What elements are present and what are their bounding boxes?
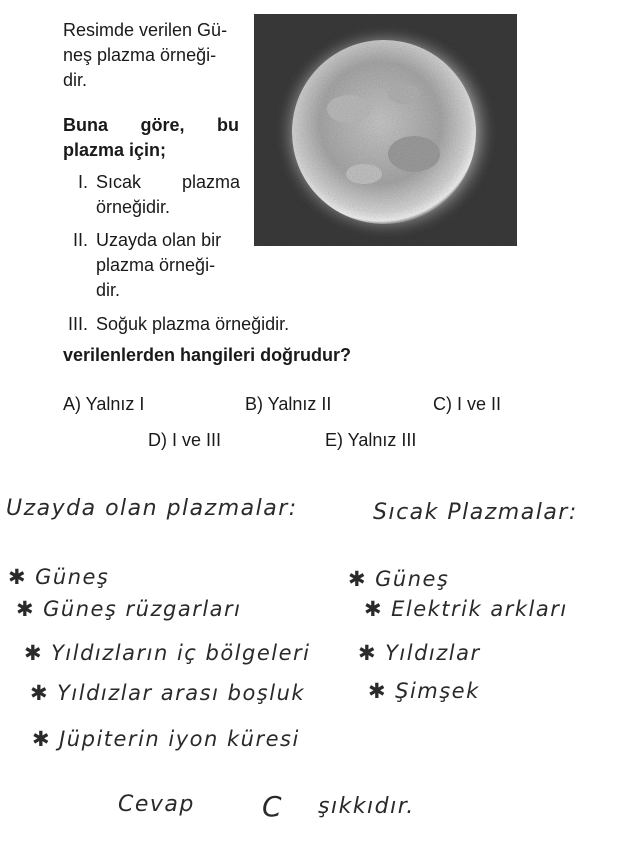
answer-letter: C	[262, 790, 284, 823]
sun-image	[254, 14, 517, 246]
statement-1-line-2: örneğidir.	[96, 197, 171, 217]
star-icon: ✱	[348, 567, 368, 591]
question-ask: verilenlerden hangileri doğrudur?	[63, 345, 352, 365]
star-icon: ✱	[358, 641, 378, 665]
left-item-1-text: Güneş	[35, 565, 110, 589]
statement-3-number: III.	[67, 314, 88, 334]
answer-label: Cevap	[118, 792, 195, 817]
prompt-line-1: Buna göre, bu	[63, 115, 239, 135]
left-item-2	[16, 597, 242, 621]
statement-2-line-1: Uzayda olan bir	[96, 230, 222, 250]
note-left-heading: Uzayda olan plazmalar:	[6, 496, 298, 521]
note-right-heading: Sıcak Plazmalar:	[373, 500, 578, 525]
statement-1-number: I.	[77, 172, 88, 192]
statement-2-number: II.	[72, 230, 88, 250]
intro-line-2: neş plazma örneği-	[63, 45, 217, 65]
star-icon: ✱	[16, 597, 36, 621]
left-item-2-text: Güneş rüzgarları	[43, 597, 242, 621]
star-icon: ✱	[24, 641, 44, 665]
right-item-2-text: Elektrik arkları	[391, 597, 568, 621]
right-item-4-text: Şimşek	[395, 679, 480, 703]
right-item-3	[358, 641, 481, 665]
star-icon: ✱	[30, 681, 50, 705]
right-item-3-text: Yıldızlar	[385, 641, 481, 665]
left-item-4-text: Yıldızlar arası boşluk	[57, 681, 306, 705]
left-item-4	[30, 681, 305, 705]
left-item-5-text: Jüpiterin iyon küresi	[59, 727, 300, 751]
right-item-2	[364, 597, 568, 621]
intro-line-1: Resimde verilen Gü-	[63, 20, 228, 40]
right-item-4	[368, 679, 480, 703]
prompt-line-2: plazma için;	[63, 140, 167, 160]
statement-2-line-3: dir.	[96, 280, 121, 300]
statement-3-line-1: Soğuk plazma örneğidir.	[96, 314, 290, 334]
statement-1-line-1: Sıcak plazma	[96, 172, 240, 192]
intro-line-3: dir.	[63, 70, 88, 90]
option-e: E) Yalnız III	[325, 430, 417, 450]
star-icon: ✱	[368, 679, 388, 703]
answer-suffix: şıkkıdır.	[318, 794, 415, 819]
left-item-3-text: Yıldızların iç bölgeleri	[51, 641, 311, 665]
option-a: A) Yalnız I	[63, 394, 145, 414]
star-icon: ✱	[364, 597, 384, 621]
option-d: D) I ve III	[148, 430, 222, 450]
star-icon: ✱	[8, 565, 28, 589]
left-item-5	[32, 727, 300, 751]
option-b: B) Yalnız II	[245, 394, 332, 414]
sun-photo	[254, 14, 517, 246]
option-c: C) I ve II	[433, 394, 502, 414]
statement-2-line-2: plazma örneği-	[96, 255, 216, 275]
right-item-1	[348, 567, 449, 591]
right-item-1-text: Güneş	[375, 567, 450, 591]
star-icon: ✱	[32, 727, 52, 751]
left-item-3	[24, 641, 311, 665]
left-item-1	[8, 565, 109, 589]
